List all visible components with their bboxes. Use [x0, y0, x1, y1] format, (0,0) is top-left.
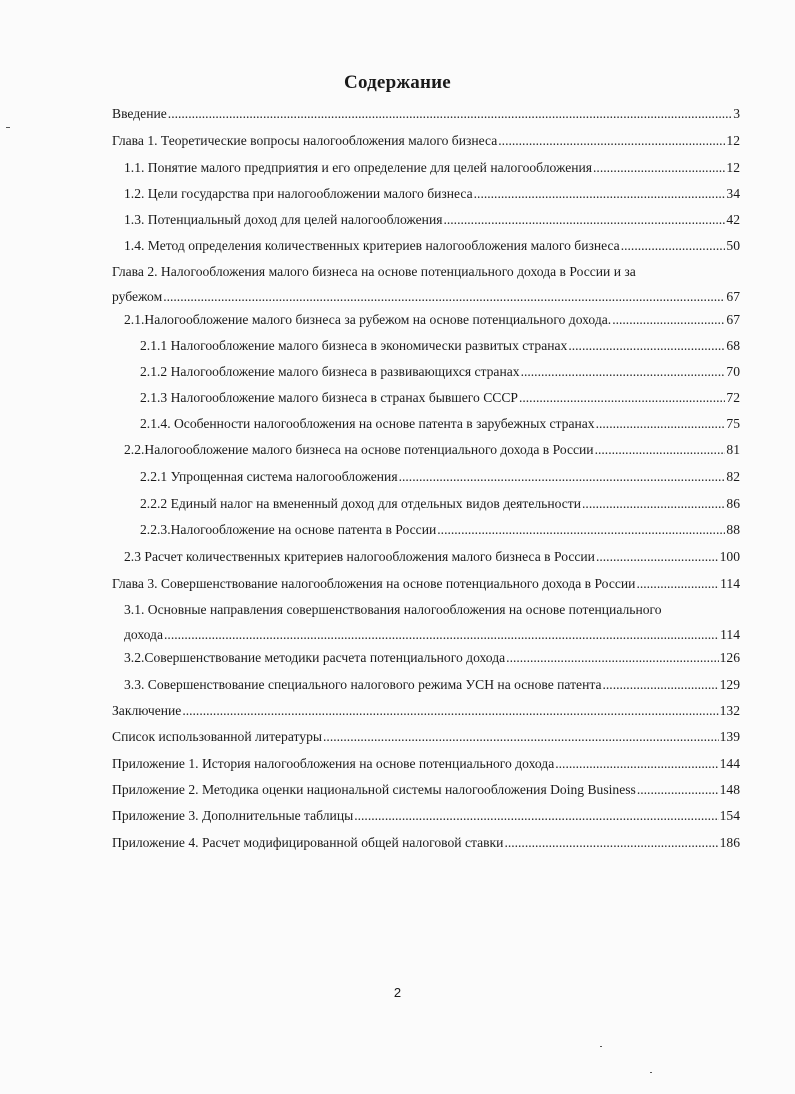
dot-leader [443, 207, 725, 233]
toc-entry [112, 128, 740, 154]
toc-entry [112, 698, 740, 724]
toc-entry [140, 385, 740, 411]
dot-leader [399, 464, 726, 490]
dot-leader [506, 645, 718, 671]
toc-entry-page: 139 [719, 729, 740, 744]
toc-entry [124, 307, 740, 333]
toc-entry-text: Заключение [112, 703, 182, 718]
toc-entry-text-line1: Глава 2. Налогообложения малого бизнеса на основе потенциального дохода в России и за [112, 264, 636, 279]
toc-entry-text: Список использованной литературы [112, 729, 323, 744]
toc-entry-page: 3 [733, 106, 740, 121]
toc-entry [124, 155, 740, 181]
toc-entry [112, 751, 740, 777]
dot-leader [498, 128, 725, 154]
toc-entry-text: Введение [112, 106, 167, 121]
toc-entry-page: 186 [719, 835, 740, 850]
dot-leader [521, 359, 726, 385]
dot-leader [596, 411, 726, 437]
toc-entry-page: 86 [726, 496, 740, 511]
toc-entry-text: Приложение 2. Методика оценки национальной системы налогообложения Doing Business [112, 782, 636, 797]
toc-entry-page: 42 [726, 212, 740, 227]
toc-entry [140, 491, 740, 517]
dot-leader [354, 803, 718, 829]
dot-leader [603, 672, 719, 698]
toc-entry [124, 437, 740, 463]
toc-entry-page: 132 [719, 703, 740, 718]
toc-entry-page: 144 [719, 756, 740, 771]
toc-entry-page: 148 [719, 782, 740, 797]
toc-entry [140, 517, 740, 543]
dot-leader [582, 491, 725, 517]
dot-leader [593, 155, 725, 181]
toc-entry-text: 2.2.3.Налогообложение на основе патента в России [140, 522, 437, 537]
toc-entry [140, 359, 740, 385]
toc-entry-text: 1.1. Понятие малого предприятия и его определение для целей налогообложения [124, 160, 593, 175]
toc-entry-text: 2.2.1 Упрощенная система налогообложения [140, 469, 398, 484]
toc-entry-text: дохода [124, 627, 164, 642]
dot-leader [519, 385, 725, 411]
dot-leader [596, 544, 719, 570]
dot-leader [182, 698, 718, 724]
toc-entry-text: 2.1.4. Особенности налогообложения на основе патента в зарубежных странах [140, 416, 595, 431]
toc-entry-text: Глава 1. Теоретические вопросы налогообложения малого бизнеса [112, 133, 498, 148]
toc-entry-text: 2.1.1 Налогообложение малого бизнеса в экономически развитых странах [140, 338, 568, 353]
toc-entry-page: 81 [726, 442, 740, 457]
dot-leader [612, 307, 725, 333]
toc-entry-page: 34 [726, 186, 740, 201]
dot-leader [636, 571, 719, 597]
toc-entry-text: 1.3. Потенциальный доход для целей налогообложения [124, 212, 443, 227]
toc-entry [124, 598, 740, 646]
toc-entry [124, 544, 740, 570]
toc-entry-page: 67 [726, 312, 740, 327]
toc-entry [112, 777, 740, 803]
toc-entry-text: Приложение 4. Расчет модифицированной общей налоговой ставки [112, 835, 504, 850]
toc-entry [140, 411, 740, 437]
dot-leader [637, 777, 719, 803]
toc-entry-page: 114 [720, 576, 740, 591]
toc-entry [112, 724, 740, 750]
toc-entry-page: 129 [719, 677, 740, 692]
toc-entry-text: 2.1.3 Налогообложение малого бизнеса в странах бывшего СССР [140, 390, 518, 405]
toc-entry-text: Приложение 1. История налогообложения на основе потенциального дохода [112, 756, 555, 771]
toc-entry [124, 181, 740, 207]
toc-entry-page: 72 [726, 390, 740, 405]
toc-entry [112, 803, 740, 829]
dot-leader [595, 437, 726, 463]
toc-entry-page: 70 [726, 364, 740, 379]
toc-entry-page: 75 [726, 416, 740, 431]
toc-entry-page: 100 [719, 549, 740, 564]
toc-entry-text: Глава 3. Совершенствование налогообложения на основе потенциального дохода в России [112, 576, 636, 591]
toc-entry-text: 1.2. Цели государства при налогообложении малого бизнеса [124, 186, 473, 201]
toc-entry-page: 154 [719, 808, 740, 823]
toc-entry-text: 2.2.Налогообложение малого бизнеса на основе потенциального дохода в России [124, 442, 594, 457]
dot-leader [555, 751, 718, 777]
toc-entry [112, 571, 740, 597]
scan-speck [6, 127, 10, 128]
dot-leader [474, 181, 726, 207]
toc-entry [124, 233, 740, 259]
dot-leader [568, 333, 725, 359]
toc-entry [140, 464, 740, 490]
toc-entry [124, 672, 740, 698]
toc-entry-page: 82 [726, 469, 740, 484]
toc-entry-text: рубежом [112, 289, 163, 304]
toc-entry-page: 126 [719, 650, 740, 665]
toc-entry [140, 333, 740, 359]
dot-leader [323, 724, 719, 750]
toc-entry-text: 3.2.Совершенствование методики расчета потенциального дохода [124, 650, 506, 665]
toc-entry [112, 101, 740, 127]
scan-speck [650, 1072, 652, 1073]
toc-entry-page: 88 [726, 522, 740, 537]
toc-entry-page: 50 [726, 238, 740, 253]
toc-entry [124, 645, 740, 671]
toc-entry-page: 114 [720, 627, 740, 642]
toc-entry-page: 68 [726, 338, 740, 353]
dot-leader [504, 830, 718, 856]
toc-entry-page: 67 [726, 289, 740, 304]
toc-entry-text: 2.3 Расчет количественных критериев налогообложения малого бизнеса в России [124, 549, 595, 564]
dot-leader [437, 517, 725, 543]
toc-entry-text: 2.2.2 Единый налог на вмененный доход для отдельных видов деятельности [140, 496, 582, 511]
dot-leader [168, 101, 732, 127]
scan-speck [600, 1046, 602, 1047]
toc-entry-text: 3.3. Совершенствование специального налогового режима УСН на основе патента [124, 677, 602, 692]
dot-leader [621, 233, 726, 259]
toc-entry-text: 2.1.2 Налогообложение малого бизнеса в развивающихся странах [140, 364, 520, 379]
page-number: 2 [393, 985, 402, 1000]
toc-entry-text: 1.4. Метод определения количественных критериев налогообложения малого бизнеса [124, 238, 620, 253]
toc-entry [112, 830, 740, 856]
toc-entry-text: Приложение 3. Дополнительные таблицы [112, 808, 354, 823]
toc-entry [124, 207, 740, 233]
page-title: Содержание [344, 72, 451, 93]
toc-entry-page: 12 [726, 133, 740, 148]
toc-entry-text: 2.1.Налогообложение малого бизнеса за рубежом на основе потенциального дохода. [124, 312, 612, 327]
toc-entry [112, 260, 740, 308]
toc-entry-text-line1: 3.1. Основные направления совершенствования налогообложения на основе потенциального [124, 602, 662, 617]
toc-entry-page: 12 [726, 160, 740, 175]
